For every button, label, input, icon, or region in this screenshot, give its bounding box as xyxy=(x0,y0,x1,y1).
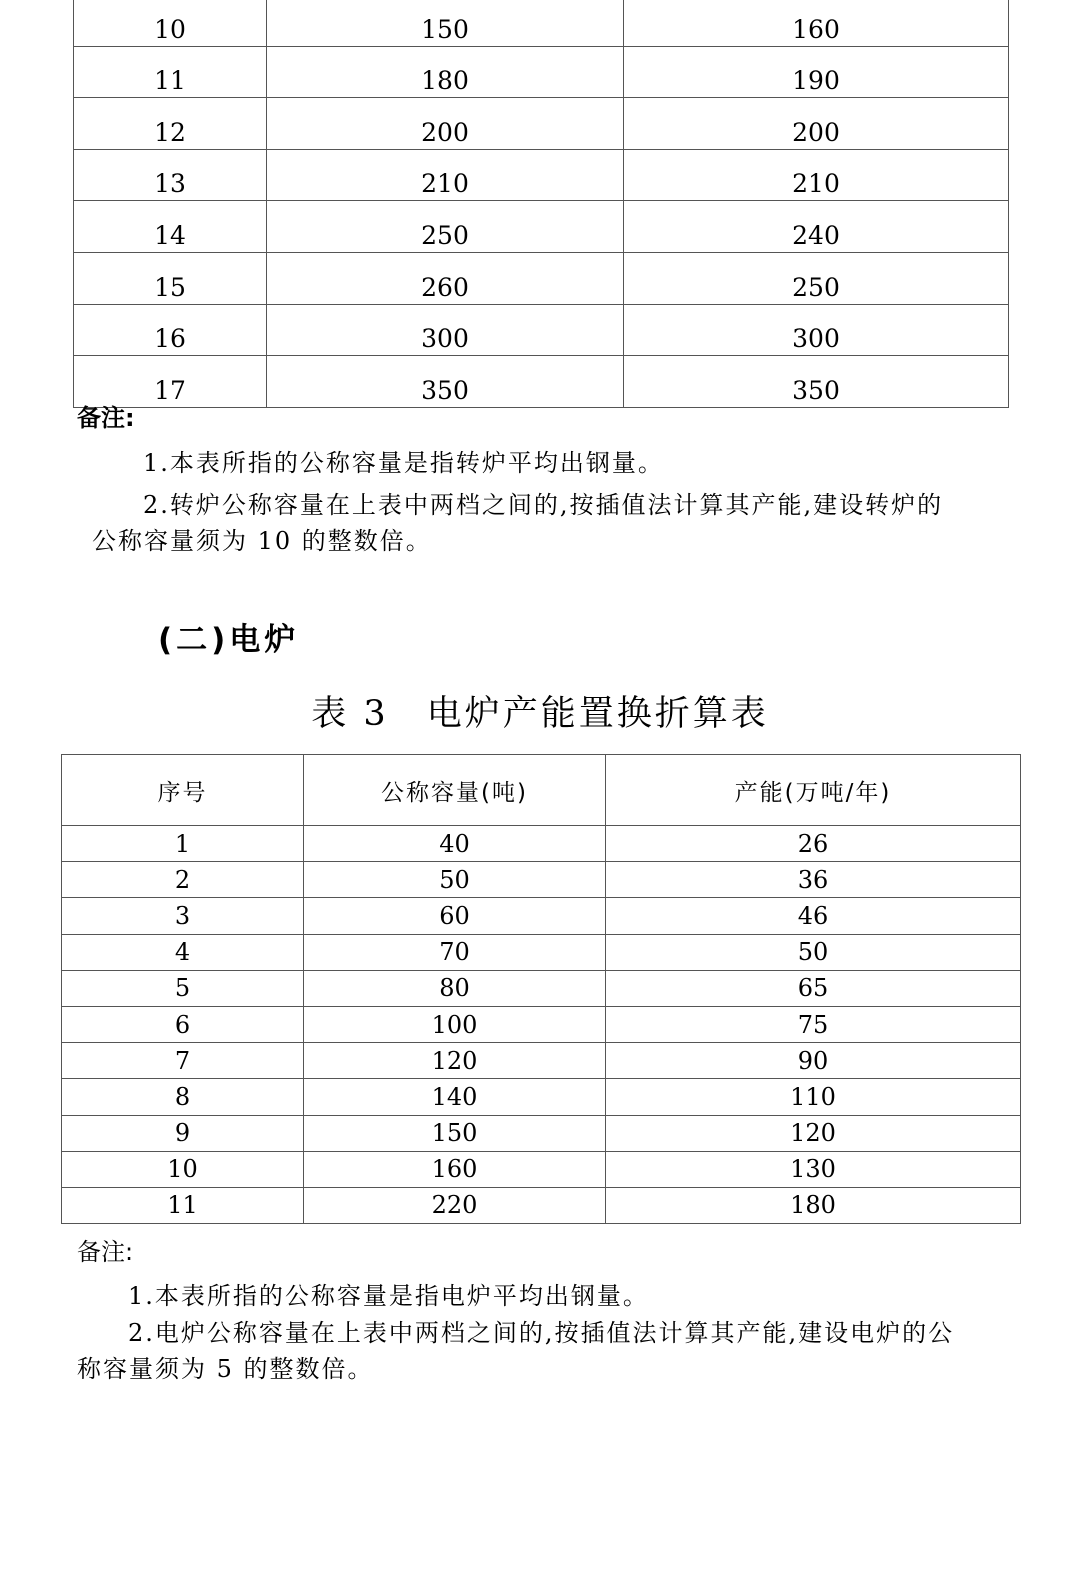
table-header-row xyxy=(62,755,1021,826)
table-cell-index: 15 xyxy=(74,252,267,304)
table-cell-index: 17 xyxy=(74,356,267,408)
note-line-2: 2.转炉公称容量在上表中两档之间的,按插值法计算其产能,建设转炉的 xyxy=(143,491,944,519)
table-cell-index: 6 xyxy=(62,1006,304,1042)
table-cell-index: 2 xyxy=(62,862,304,898)
table-row xyxy=(74,304,1009,356)
table-cell-output: 120 xyxy=(606,1115,1021,1151)
table-cell-index: 10 xyxy=(62,1151,304,1187)
table-cell-capacity: 40 xyxy=(304,826,606,862)
table-cell-capacity: 60 xyxy=(304,898,606,934)
table-cell-index: 9 xyxy=(62,1115,304,1151)
table-cell-index: 3 xyxy=(62,898,304,934)
table-cell-capacity: 260 xyxy=(267,252,624,304)
table-cell-capacity: 180 xyxy=(267,46,624,98)
notes-label: 备注: xyxy=(77,1238,134,1266)
column-header-capacity: 公称容量(吨) xyxy=(304,755,606,826)
table-row xyxy=(74,149,1009,201)
table-cell-output: 130 xyxy=(606,1151,1021,1187)
note-line-1: 1.本表所指的公称容量是指电炉平均出钢量。 xyxy=(128,1282,649,1310)
notes-label: 备注: xyxy=(77,404,135,432)
table-cell-output: 50 xyxy=(606,934,1021,970)
table-cell-capacity: 250 xyxy=(267,201,624,253)
table-cell-capacity: 200 xyxy=(267,98,624,150)
table-cell-capacity: 70 xyxy=(304,934,606,970)
table-row xyxy=(74,356,1009,408)
table-cell-output: 65 xyxy=(606,970,1021,1006)
table-cell-index: 4 xyxy=(62,934,304,970)
table-cell-index: 10 xyxy=(74,0,267,46)
table-cell-index: 8 xyxy=(62,1079,304,1115)
table-cell-output: 180 xyxy=(606,1187,1021,1223)
table-row xyxy=(62,862,1021,898)
table-cell-output: 26 xyxy=(606,826,1021,862)
table-row xyxy=(62,1043,1021,1079)
table-cell-output: 75 xyxy=(606,1006,1021,1042)
table-row xyxy=(62,1115,1021,1151)
table-row xyxy=(62,826,1021,862)
table-cell-index: 7 xyxy=(62,1043,304,1079)
electric-furnace-capacity-table xyxy=(61,754,1021,1224)
table-cell-capacity: 300 xyxy=(267,304,624,356)
table-cell-capacity: 150 xyxy=(267,0,624,46)
table-cell-output: 200 xyxy=(624,98,1009,150)
table-row xyxy=(62,1079,1021,1115)
table-cell-capacity: 160 xyxy=(304,1151,606,1187)
table-cell-capacity: 100 xyxy=(304,1006,606,1042)
section-heading: (二)电炉 xyxy=(158,622,300,658)
table-row xyxy=(62,934,1021,970)
table-cell-output: 190 xyxy=(624,46,1009,98)
table-cell-capacity: 80 xyxy=(304,970,606,1006)
table-row xyxy=(74,252,1009,304)
table-cell-output: 240 xyxy=(624,201,1009,253)
table-row xyxy=(74,46,1009,98)
table-row xyxy=(74,98,1009,150)
table-row xyxy=(62,1187,1021,1223)
table-cell-output: 250 xyxy=(624,252,1009,304)
table-cell-output: 210 xyxy=(624,149,1009,201)
column-header-output: 产能(万吨/年) xyxy=(606,755,1021,826)
column-header-index: 序号 xyxy=(62,755,304,826)
table-cell-capacity: 120 xyxy=(304,1043,606,1079)
converter-capacity-table xyxy=(73,0,1009,408)
table-cell-capacity: 220 xyxy=(304,1187,606,1223)
note-line-2-cont: 公称容量须为 10 的整数倍。 xyxy=(92,527,432,555)
table-cell-output: 110 xyxy=(606,1079,1021,1115)
table-cell-index: 12 xyxy=(74,98,267,150)
table-cell-capacity: 50 xyxy=(304,862,606,898)
table-cell-index: 14 xyxy=(74,201,267,253)
table-cell-output: 300 xyxy=(624,304,1009,356)
table-cell-capacity: 150 xyxy=(304,1115,606,1151)
table-cell-output: 46 xyxy=(606,898,1021,934)
table-cell-capacity: 210 xyxy=(267,149,624,201)
table-row xyxy=(74,0,1009,46)
table-cell-capacity: 350 xyxy=(267,356,624,408)
table-title: 表 3 电炉产能置换折算表 xyxy=(311,694,769,734)
table-cell-output: 90 xyxy=(606,1043,1021,1079)
table-cell-index: 5 xyxy=(62,970,304,1006)
table-cell-output: 160 xyxy=(624,0,1009,46)
table-row xyxy=(62,1006,1021,1042)
note-line-1: 1.本表所指的公称容量是指转炉平均出钢量。 xyxy=(143,449,664,477)
note-line-2: 2.电炉公称容量在上表中两档之间的,按插值法计算其产能,建设电炉的公 xyxy=(128,1319,955,1347)
table-row xyxy=(62,970,1021,1006)
table-cell-index: 1 xyxy=(62,826,304,862)
table-cell-index: 11 xyxy=(74,46,267,98)
note-line-2-cont: 称容量须为 5 的整数倍。 xyxy=(77,1355,374,1383)
table-cell-output: 350 xyxy=(624,356,1009,408)
table-cell-index: 13 xyxy=(74,149,267,201)
table-row xyxy=(62,898,1021,934)
table-cell-output: 36 xyxy=(606,862,1021,898)
table-cell-capacity: 140 xyxy=(304,1079,606,1115)
table-cell-index: 11 xyxy=(62,1187,304,1223)
table-row xyxy=(74,201,1009,253)
table-cell-index: 16 xyxy=(74,304,267,356)
table-row xyxy=(62,1151,1021,1187)
